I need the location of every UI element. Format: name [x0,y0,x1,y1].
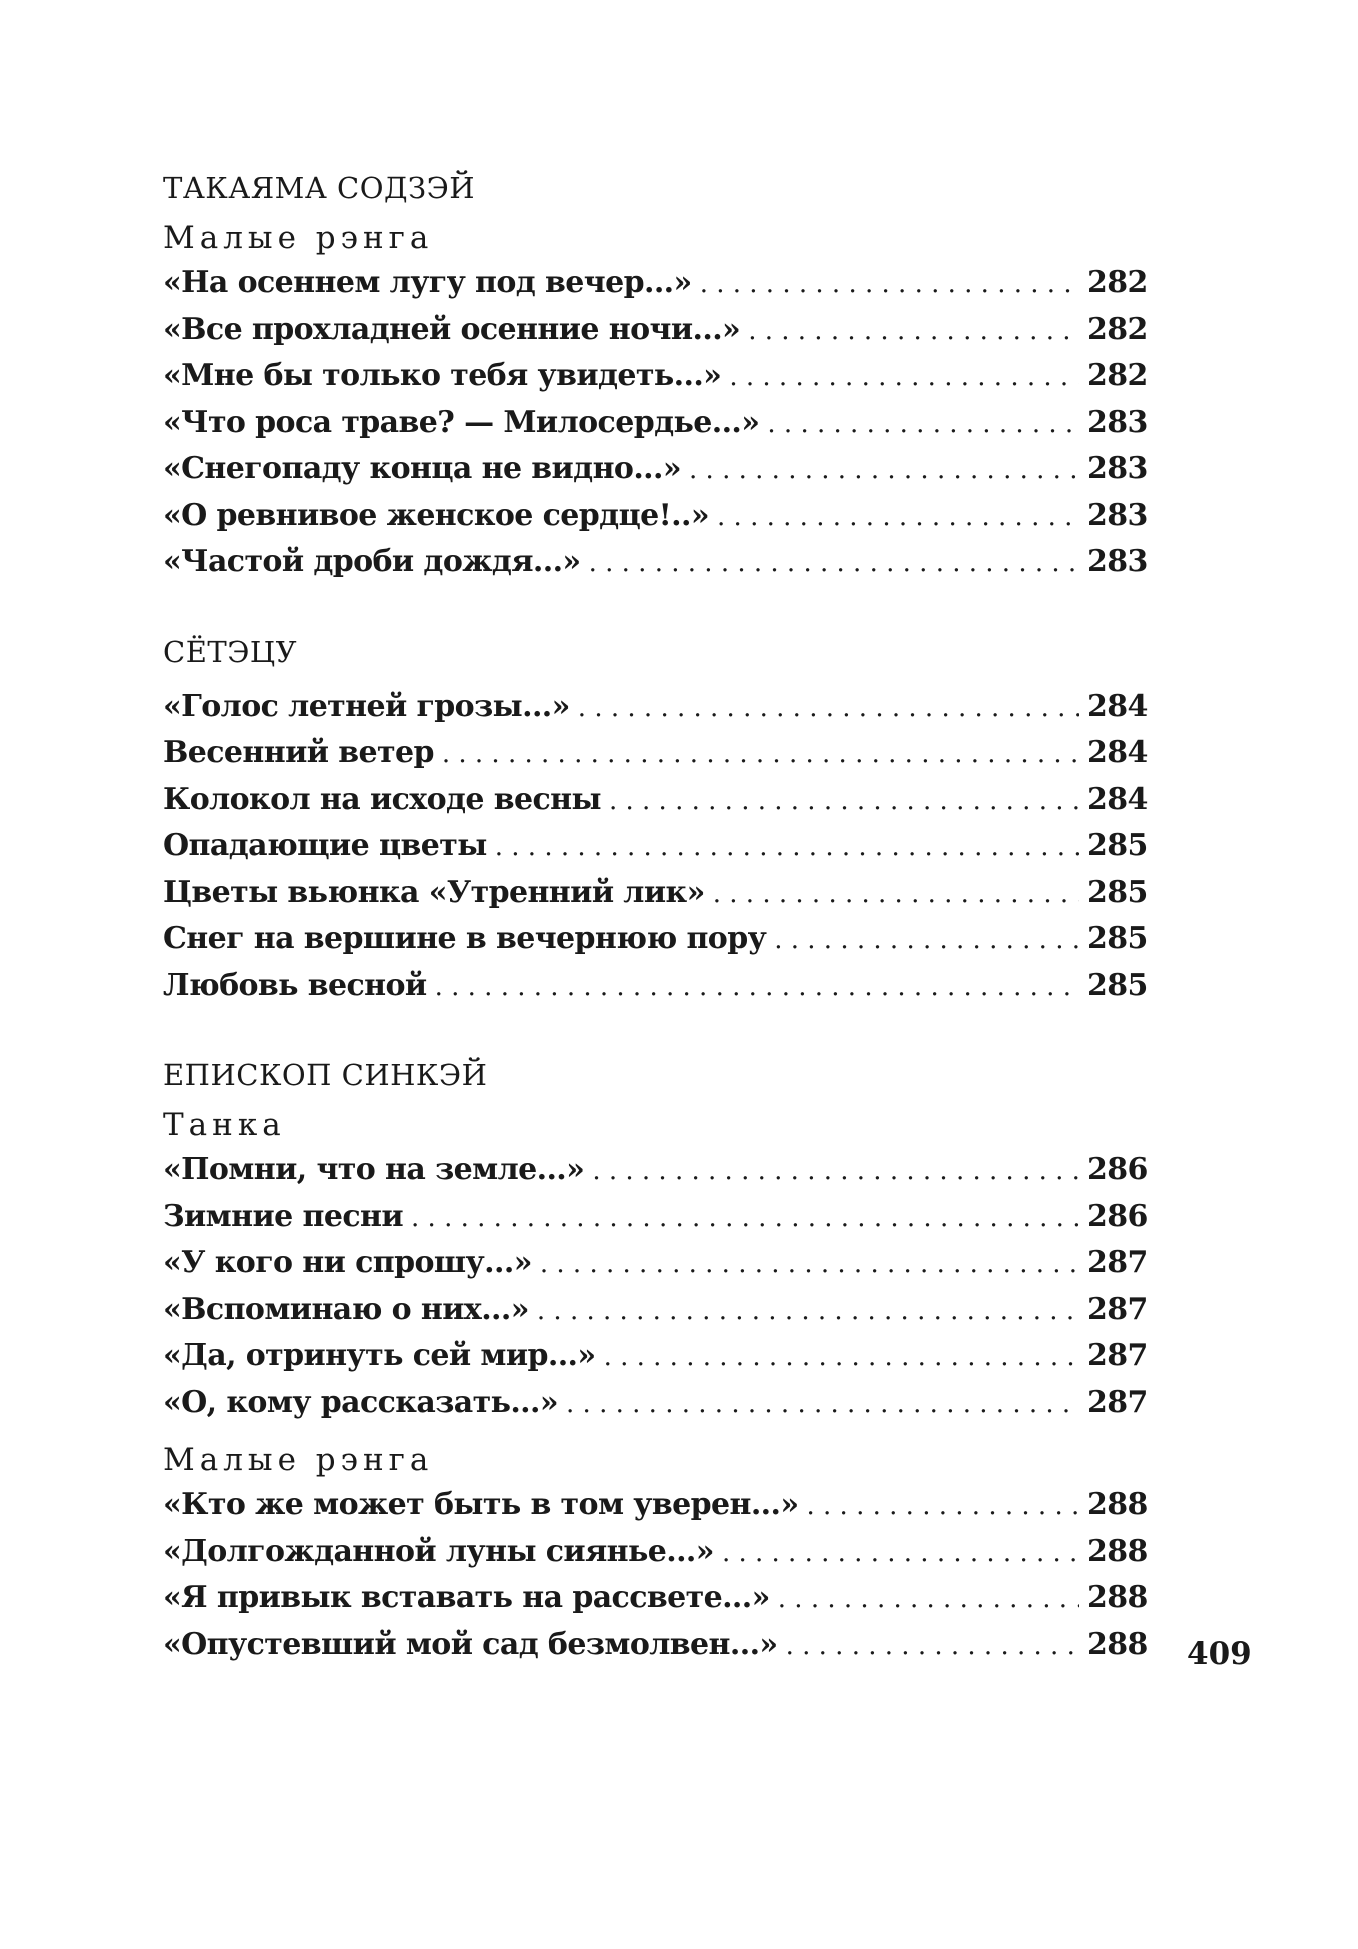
toc-entry [163,1333,1148,1380]
entry-title: Колокол на исходе весны [163,781,601,817]
toc-entry [163,777,1148,824]
entry-page: 282 [1087,358,1148,393]
entry-title: «Мне бы только тебя увидеть...» [163,358,722,393]
entry-page: 287 [1087,1338,1148,1373]
entry-page: 287 [1087,1384,1148,1420]
entry-page: 286 [1087,1198,1148,1234]
dot-leader [807,1483,1080,1530]
page-number: 409 [1187,1636,1252,1672]
toc-entry [163,1240,1148,1287]
entry-title: «На осеннем лугу под вечер...» [163,265,692,300]
entry-title: Зимние песни [163,1198,404,1234]
dot-leader [700,261,1079,308]
toc-entry [163,963,1148,1010]
toc-entry [163,870,1148,917]
dot-leader [589,540,1079,587]
entry-title: «У кого ни спрошу...» [163,1245,532,1280]
entry-title: Опадающие цветы [163,828,487,863]
toc-entry [163,1287,1148,1334]
entry-title: «Снегопаду конца не видно...» [163,451,682,486]
entry-list [163,260,1148,586]
entry-page: 283 [1087,451,1148,486]
dot-leader [774,917,1079,964]
entry-page: 283 [1087,404,1148,440]
entry-title: «Что роса траве? — Милосердье...» [163,404,760,440]
dot-leader [748,308,1079,355]
entry-page: 285 [1087,967,1148,1003]
toc-entry [163,730,1148,777]
entry-page: 287 [1087,1291,1148,1327]
toc-entry [163,539,1148,586]
entry-list [163,684,1148,1010]
entry-page: 288 [1087,1626,1148,1662]
author-heading: СЁТЭЦУ [163,634,298,669]
entry-title: «Долгожданной луны сиянье...» [163,1533,714,1569]
toc-entry [163,916,1148,963]
entry-title: «О ревнивое женское сердце!..» [163,497,710,533]
dot-leader [435,964,1079,1011]
dot-leader [540,1241,1079,1288]
genre-heading: Малые рэнга [163,220,434,256]
dot-leader [778,1576,1079,1623]
entry-page: 288 [1087,1580,1148,1615]
entry-page: 288 [1087,1487,1148,1522]
dot-leader [566,1381,1079,1428]
genre-heading: Танка [163,1107,286,1143]
entry-title: «Вспоминаю о них...» [163,1291,529,1327]
entry-title: Весенний ветер [163,735,434,770]
dot-leader [411,1195,1079,1242]
toc-entry [163,307,1148,354]
toc-entry [163,1380,1148,1427]
entry-title: «Я привык вставать на рассвете...» [163,1580,770,1615]
entry-page: 285 [1087,828,1148,863]
toc-entry [163,1575,1148,1622]
dot-leader [767,401,1079,448]
entry-page: 284 [1087,688,1148,724]
entry-title: Любовь весной [163,967,427,1003]
entry-title: «О, кому рассказать...» [163,1384,559,1420]
dot-leader [578,685,1079,732]
genre-heading: Малые рэнга [163,1442,434,1478]
dot-leader [609,778,1079,825]
dot-leader [592,1148,1079,1195]
toc-entry [163,1529,1148,1576]
dot-leader [717,494,1079,541]
entry-title: Цветы вьюнка «Утренний лик» [163,874,705,910]
toc-entry [163,1147,1148,1194]
entry-title: «Голос летней грозы...» [163,688,570,724]
toc-entry [163,493,1148,540]
dot-leader [786,1623,1079,1670]
toc-entry [163,823,1148,870]
toc-entry [163,353,1148,400]
dot-leader [537,1288,1079,1335]
entry-page: 285 [1087,921,1148,956]
dot-leader [729,354,1079,401]
toc-entry [163,260,1148,307]
dot-leader [495,824,1079,871]
entry-title: «Кто же может быть в том уверен...» [163,1487,799,1522]
entry-page: 286 [1087,1152,1148,1187]
dot-leader [689,447,1079,494]
dot-leader [604,1334,1079,1381]
dot-leader [722,1530,1079,1577]
entry-title: «Помни, что на земле...» [163,1152,585,1187]
entry-page: 283 [1087,544,1148,579]
toc-entry [163,1622,1148,1669]
entry-page: 282 [1087,311,1148,347]
entry-page: 284 [1087,735,1148,770]
toc-entry [163,446,1148,493]
author-heading: ЕПИСКОП СИНКЭЙ [163,1058,488,1092]
table-of-contents [163,168,1148,1668]
entry-page: 282 [1087,265,1148,300]
entry-page: 287 [1087,1245,1148,1280]
entry-page: 283 [1087,497,1148,533]
entry-page: 288 [1087,1533,1148,1569]
entry-title: Снег на вершине в вечернюю пору [163,921,767,956]
toc-entry [163,1482,1148,1529]
toc-entry [163,684,1148,731]
dot-leader [442,731,1079,778]
entry-list [163,1147,1148,1426]
entry-title: «Все прохладней осенние ночи...» [163,311,741,347]
entry-list [163,1482,1148,1668]
entry-page: 284 [1087,781,1148,817]
entry-title: «Да, отринуть сей мир...» [163,1338,596,1373]
entry-title: «Опустевший мой сад безмолвен...» [163,1626,778,1662]
author-heading: ТАКАЯМА СОДЗЭЙ [163,171,476,205]
entry-title: «Частой дроби дождя...» [163,544,581,579]
entry-page: 285 [1087,874,1148,910]
dot-leader [713,871,1079,918]
toc-entry [163,1194,1148,1241]
toc-entry [163,400,1148,447]
